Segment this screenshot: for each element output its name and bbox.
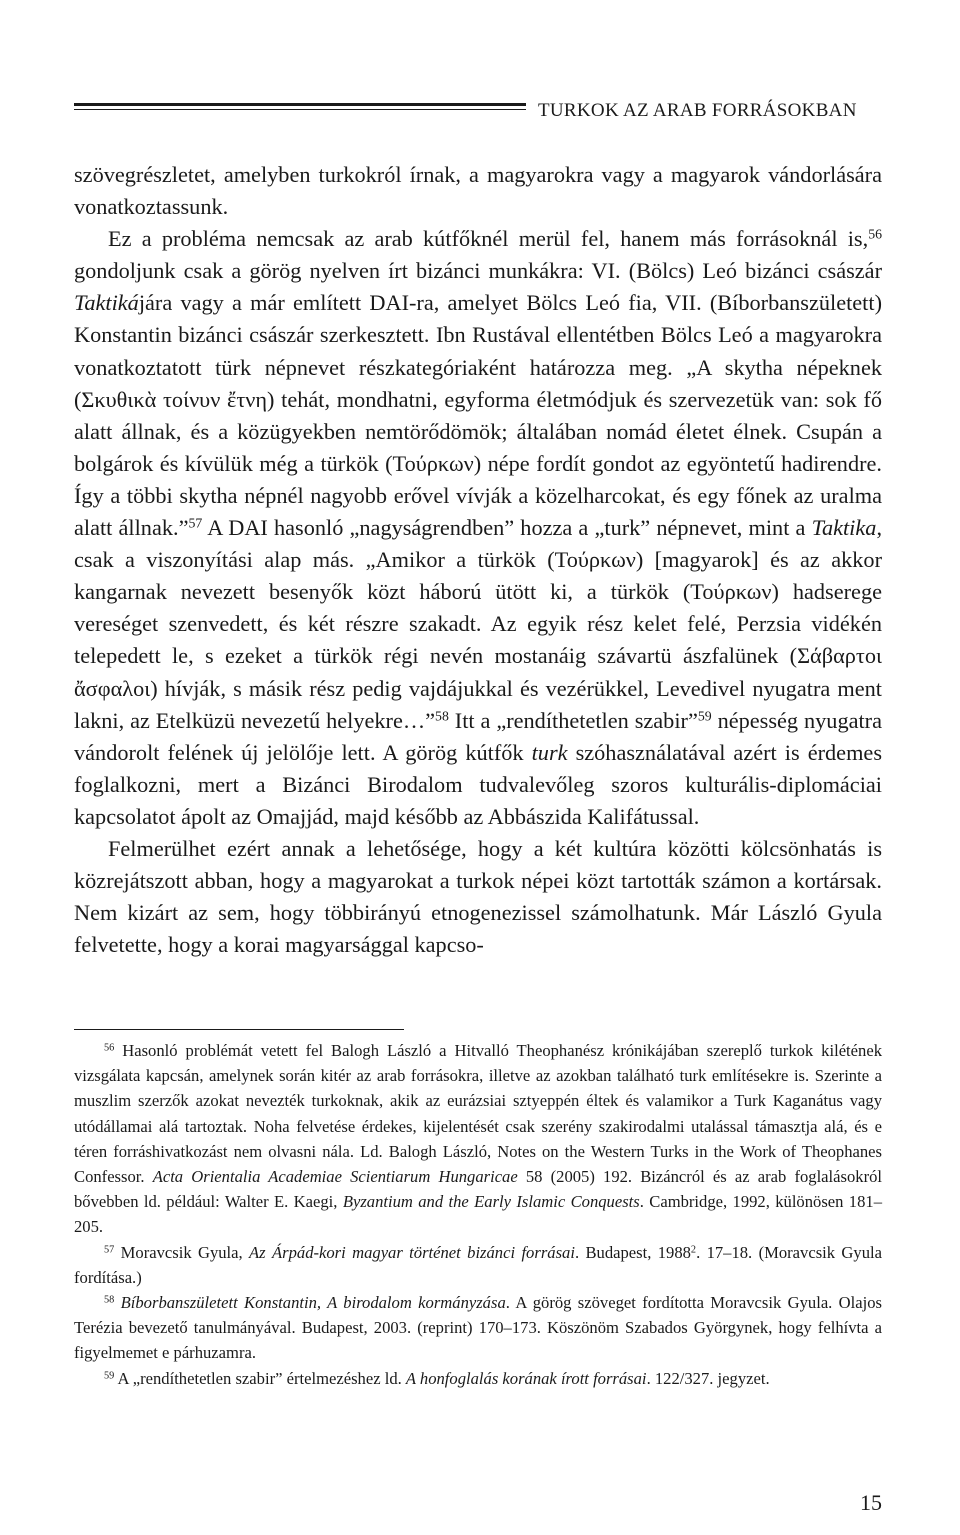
body-text <box>74 159 882 961</box>
footnote-57: $^{57}$ Moravcsik Gyula, Az Árpád-kori magyar történet bizánci forrásai. Budapest, 1988$^2$. 17–18. (Moravcsik Gyula fordítása.) <box>74 1242 882 1287</box>
paragraph-3: Felmerülhet ezért annak a lehetősége, hogy a két kultúra közötti kölcsönhatás is közrejátszott abban, hogy a magyarokat a turkok népei közt tartották számon a kortársak. Nem kizárt az sem, hogy többirányú etnogenezissel számolhatunk. Már László Gyula felvetette, hogy a korai magyarsággal kapcso- <box>74 835 882 958</box>
footnote-58: $^{58}$ Bíborbanszületett Konstantin, A birodalom kormányzása. A görög szöveget fordította Moravcsik Gyula. Olajos Terézia bevezető tanulmányával. Budapest, 2003. (reprint) 170–173. Köszönöm Szabados Györgynek, hogy felhívta a figyelmemet e párhuzamra. <box>74 1293 883 1363</box>
header-rule <box>74 103 526 110</box>
footnote-ref-59[interactable]: 59 <box>697 708 712 723</box>
footnote-separator <box>74 1029 404 1030</box>
page-number: 15 <box>860 1490 882 1515</box>
footnote-56: $^{56}$ Hasonló problémát vetett fel Balogh László a Hitvalló Theophanész krónikájában szereplő turkok kilétének vizsgálata kapcsán, amelynek során kitér az arab forrásokra, illetve az azokban található turk említésekre is. Szerinte a muszlim szerzők azokat nevezték turkoknak, akik az eurázsiai sztyeppén éltek és valamikor a Turk Kaganátus vagy utódállamai alá tartoztak. Noha felvetése érdekes, kijelentését csak szerény szakirodalmi utalással támasztja alá, és e téren forráshivatkozást nem olvasni nála. Ld. Balogh László, Notes on the Western Turks in the Work of Theophanes Confessor. Acta Orientalia Academiae Scientiarum Hungaricae 58 (2005) 192. Bizáncról és az arab foglalásokról bővebben ld. például: Walter E. Kaegi, Byzantium and the Early Islamic Conquests. Cambridge, 1992, különösen 181–205. <box>74 1041 883 1237</box>
footnote-59: $^{59}$ A „rendíthetetlen szabir” értelmezéshez ld. A honfoglalás korának írott forrásai. 122/327. jegyzet. <box>104 1368 770 1388</box>
footnotes <box>74 1038 882 1391</box>
paragraph-2: Ez a probléma nemcsak az arab kútfőknél merül fel, hanem más forrásoknál is,$^{56}$ gondoljunk csak a görög nyelven írt bizánci munkákra: VI. (Bölcs) Leó bizánci császár Taktikájára vagy a már említett DAI-ra, amelyet Bölcs Leó fia, VII. (Bíborbanszületett) Konstantin bizánci császár szerkesztett. Ibn Rustával ellentétben Bölcs Leó a magyarokra vonatkoztatott türk népnevet részkategóriaként határozza meg. „A skytha népeknek (Σκυθικὰ τοίνυν ἔτνη) tehát, mondhatni, egyforma életmódjuk és szervezetük van: sok fő alatt állnak, és a közügyekben nemtörődömök; általában nomád életet élnek. Csupán a bolgárok és kívülük még a türkök (Τούρκων) népe fordít gondot az egyöntetű hadirendre. Így a többi skytha népnél nagyobb erővel vívják a közelharcokat, és egy főnek az uralma alatt állnak.”$^{57}$ A DAI hasonló „nagyságrendben” hozza a „turk” népnevet, mint a Taktika, csak a viszonyítási alap más. „Amikor a türkök (Τούρκων) [magyarok] és az akkor kangarnak nevezett besenyők közt háború ütött ki, a türkök (Τούρκων) hadserege vereséget szenvedett, és két részre szakadt. Az egyik rész kelet felé, Perzsia vidékén telepedett le, s ezeket a türkök régi nevén mostanáig szávartü ászfalünek (Σάβαρτοι ἄσφαλοι) hívják, s másik rész pedig vajdájukkal és vezérükkel, Levedivel nyugatra ment lakni, az Etelküzü nevezetű helyekre…”$^{58}$ Itt a „rendíthetetlen szabir”$^{59}$ népesség nyugatra vándorolt felének új jelölője lett. A görög kútfők turk szóhasználatával azért is érdemes foglalkozni, mert a Bizánci Birodalom tudvalevőleg szoros kulturális-diplomáciai kapcsolatot ápolt az Omajjád, majd később az Abbászida Kalifátussal. <box>74 226 883 829</box>
paragraph-1: szövegrészletet, amelyben turkokról írnak, a magyarokra vagy a magyarok vándorlására vonatkoztassunk. <box>74 162 882 220</box>
running-head: TURKOK AZ ARAB FORRÁSOKBAN <box>538 100 857 121</box>
footnote-ref-58[interactable]: 58 <box>435 708 449 723</box>
footnote-ref-57[interactable]: 57 <box>188 515 203 531</box>
footnote-ref-56[interactable]: 56 <box>868 226 882 242</box>
footnote-number: 57 <box>104 1243 115 1255</box>
footnote-number: 59 <box>104 1369 115 1381</box>
footnote-number: 58 <box>104 1294 115 1306</box>
footnote-number: 56 <box>104 1042 115 1054</box>
